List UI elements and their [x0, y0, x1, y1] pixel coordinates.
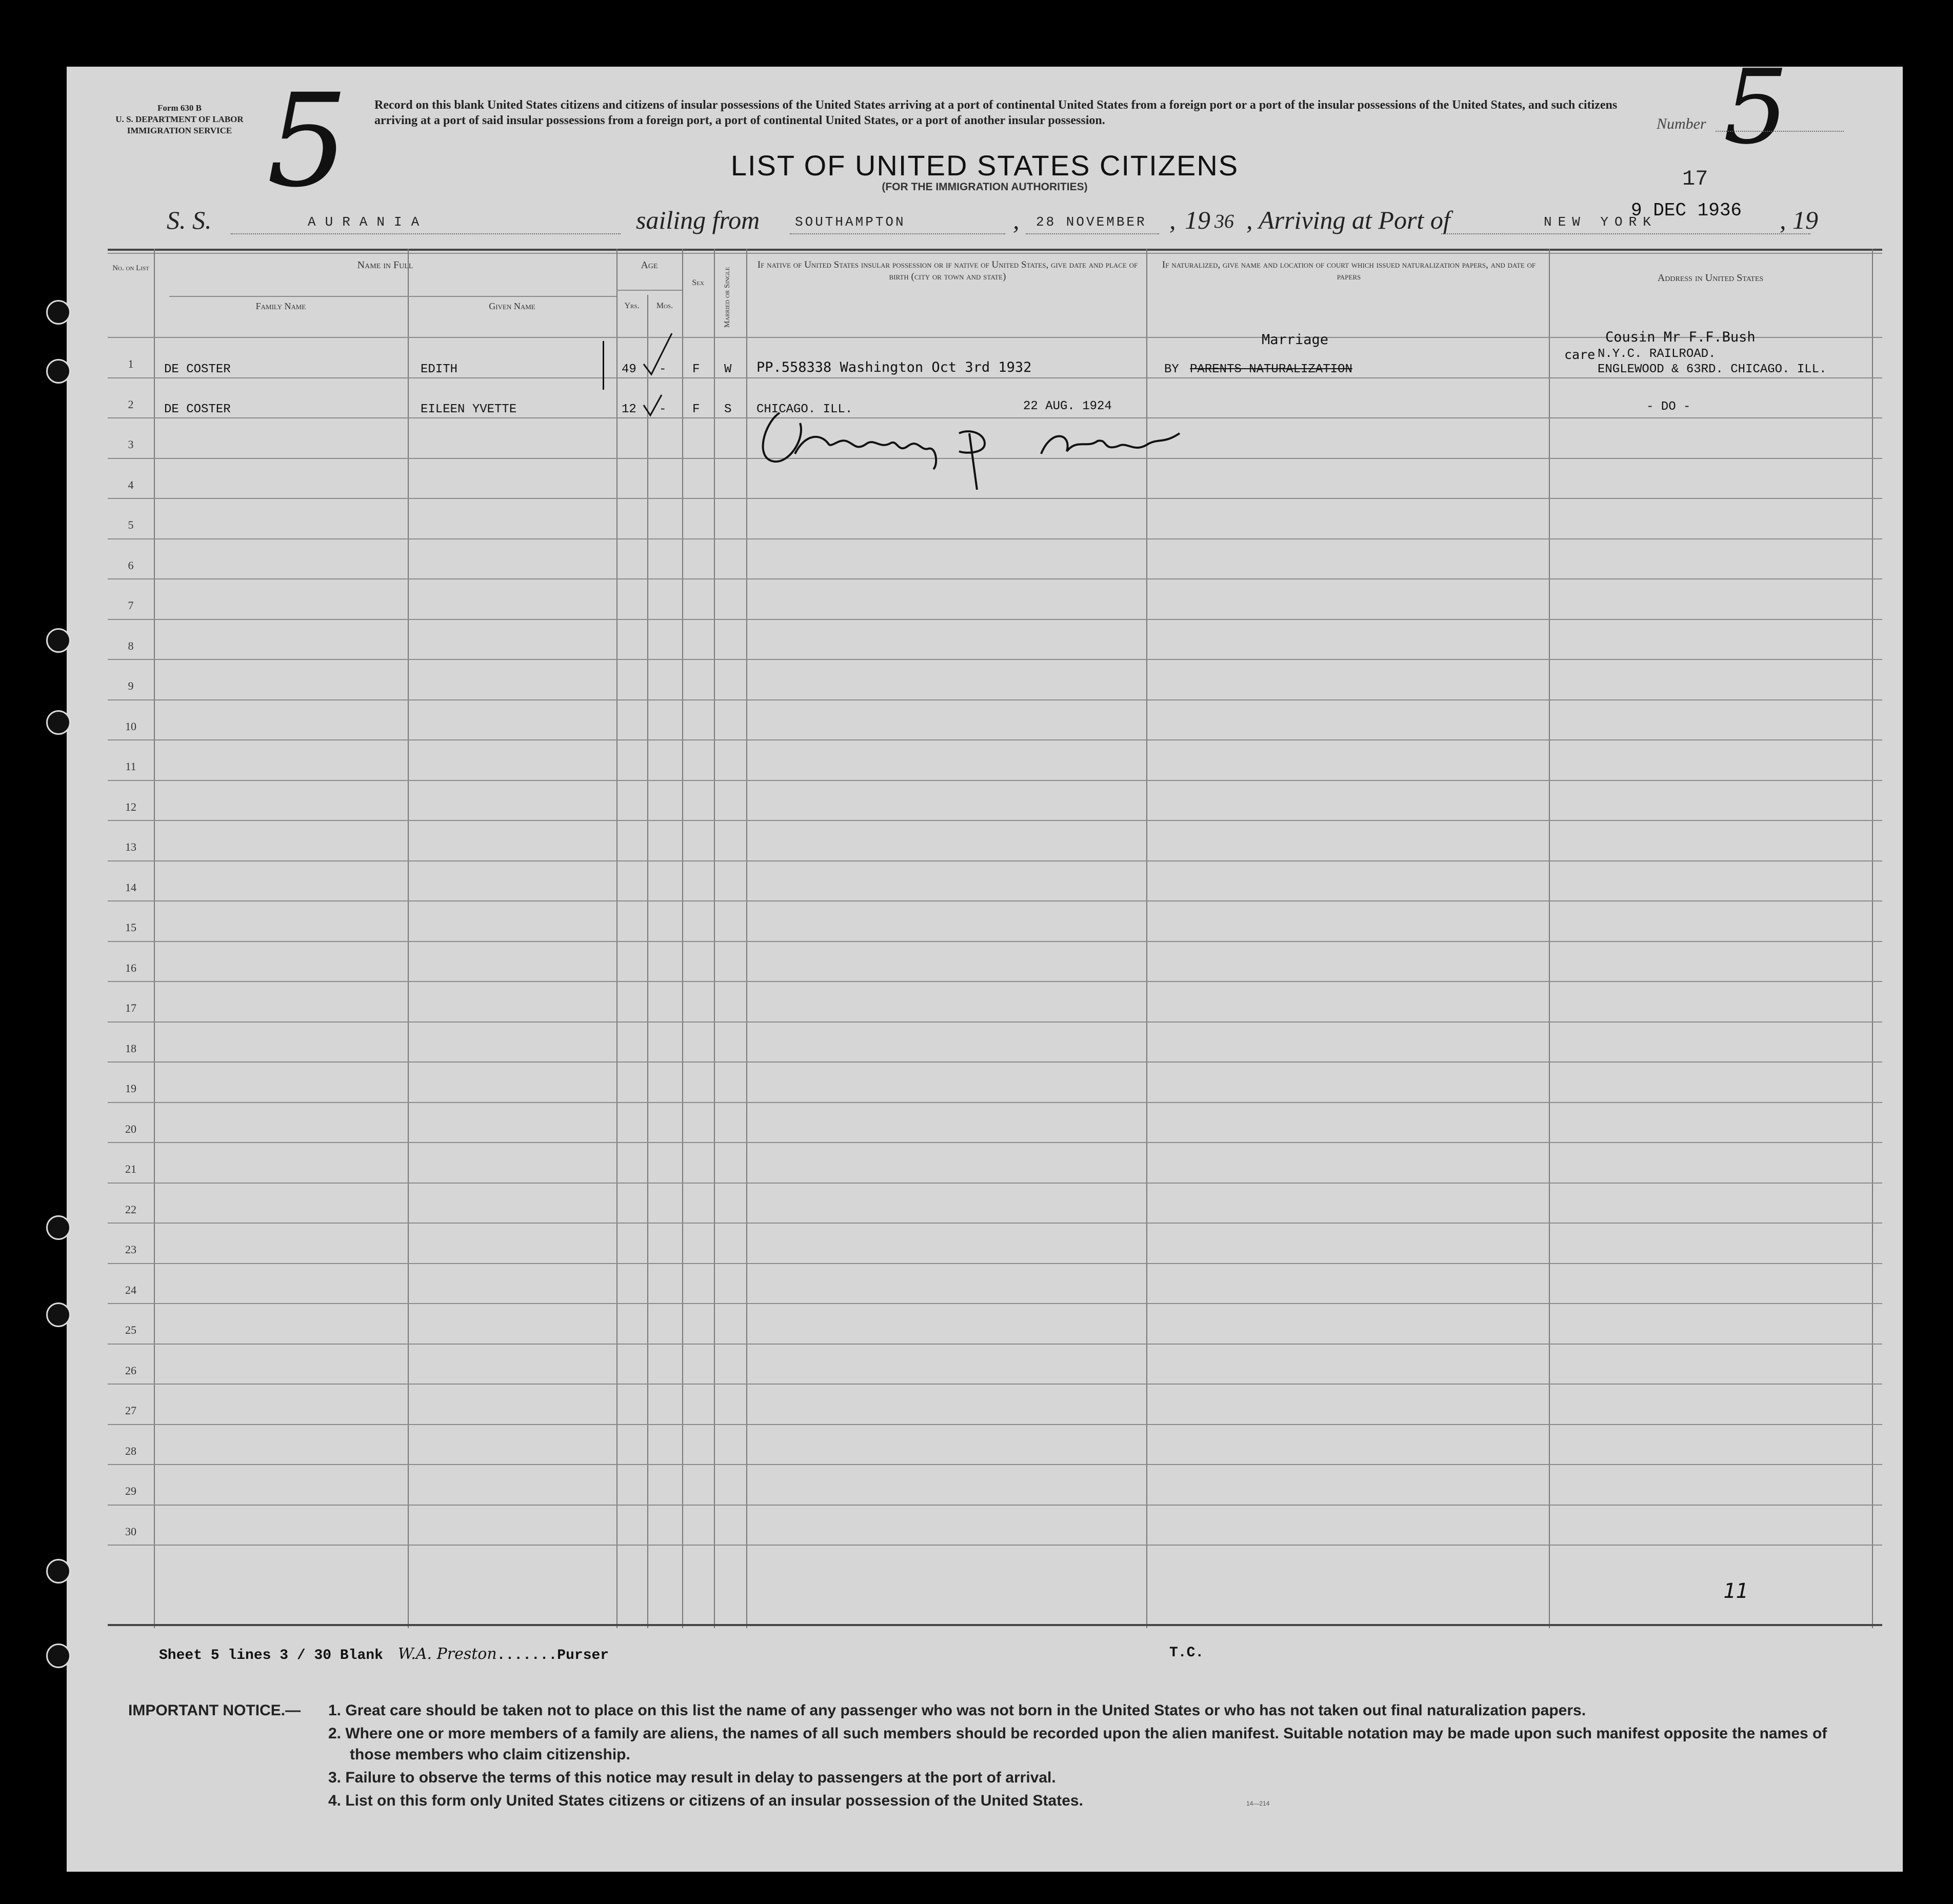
inspector-signature-strokes	[744, 403, 1205, 490]
purser-label: .......Purser	[496, 1648, 609, 1664]
row2-age-mos: -	[659, 403, 667, 416]
comma-2: ,	[1169, 206, 1176, 234]
row-number: 8	[128, 639, 134, 652]
row-number: 7	[128, 599, 134, 612]
notice-item-4: 4. List on this form only United States citizens or citizens of an insular possession of the United States.	[328, 1792, 1083, 1809]
passenger-table	[108, 249, 1882, 1628]
row2-family-name: DE COSTER	[164, 403, 231, 416]
arrival-date-stamp: 9 DEC 1936	[1631, 200, 1742, 221]
row-number: 2	[128, 397, 134, 411]
sheet-note: Sheet 5 lines 3 / 30 Blank	[159, 1648, 383, 1664]
row-number: 16	[125, 961, 136, 974]
row1-family-name: DE COSTER	[164, 363, 231, 376]
row-number: 19	[125, 1082, 136, 1095]
col-rule	[408, 249, 409, 1628]
row-rule	[108, 1222, 1882, 1224]
row-number: 6	[128, 558, 134, 572]
row-number: 12	[125, 800, 136, 813]
punch-hole	[46, 359, 71, 384]
col-head-family: Family Name	[255, 301, 306, 311]
row-rule	[108, 739, 1882, 740]
row1-address-line3: ENGLEWOOD & 63RD. CHICAGO. ILL.	[1598, 363, 1827, 376]
row-rule	[108, 659, 1882, 660]
col-head-naturalized: If naturalized, give name and location of court which issued naturalization papers, and date of papers	[1162, 259, 1536, 282]
col-rule	[1549, 249, 1550, 1628]
punch-hole	[46, 1215, 71, 1240]
comma-1: ,	[1013, 206, 1020, 234]
row-rule	[108, 1021, 1882, 1023]
row-rule	[108, 1464, 1882, 1465]
row1-naturalization-struck: PARENTS NATURALIZATION	[1190, 363, 1352, 376]
row-number: 1	[128, 357, 134, 370]
row-rule	[108, 1384, 1882, 1385]
ship-line	[231, 233, 621, 234]
col-head-no: No. on List	[112, 264, 149, 272]
row1-age-mos: -	[659, 363, 667, 376]
form-identifier	[103, 103, 256, 136]
notice-item-3: 3. Failure to observe the terms of this notice may result in delay to passengers at the port of arrival.	[328, 1769, 1056, 1786]
row2-age-yrs: 12	[622, 403, 636, 416]
record-instructions: Record on this blank United States citizens and citizens of insular possessions of the United States arriving at a port of continental United States from a foreign port or a port of the insular possessions of the United States, and such citizens arriving at a port of said insular possessions from a foreign port, a port of continental United States, or a port of another insular possession.	[374, 98, 1618, 127]
col-rule	[714, 249, 715, 1628]
date-line	[1026, 233, 1159, 234]
col-head-birth: If native of United States insular possession or if native of United States, give date and place of birth (city or town and state)	[757, 259, 1138, 282]
col-head-given: Given Name	[489, 301, 535, 311]
handwritten-sheet-number-left: 5	[267, 66, 349, 215]
row-rule	[108, 1424, 1882, 1425]
punch-hole	[46, 710, 71, 735]
row1-address-line1: Cousin Mr F.F.Bush	[1605, 329, 1756, 345]
row-number: 4	[128, 478, 134, 491]
row2-birth-date: 22 AUG. 1924	[1023, 399, 1112, 413]
notice-label: IMPORTANT NOTICE.—	[128, 1702, 301, 1719]
col-head-married-single: Married or Single	[723, 267, 731, 328]
row-number: 14	[125, 880, 136, 894]
row-rule	[108, 699, 1882, 700]
row-rule	[108, 1303, 1882, 1304]
punch-hole	[46, 1644, 71, 1668]
ship-name: AURANIA	[308, 214, 429, 230]
name-split-rule	[169, 296, 616, 297]
row-number: 5	[128, 518, 134, 531]
row-number: 27	[125, 1404, 136, 1417]
row-number: 29	[125, 1485, 136, 1497]
row-number: 22	[125, 1202, 136, 1216]
row-rule	[108, 578, 1882, 579]
port-arrival: NEW YORK	[1544, 214, 1657, 230]
page-number: 17	[1682, 167, 1708, 191]
sailing-from-label: sailing from	[636, 206, 760, 234]
year-prefix: 19	[1185, 206, 1210, 234]
comma-3: ,	[1780, 206, 1786, 234]
row-rule	[108, 981, 1882, 982]
row2-sex: F	[692, 403, 700, 416]
date-sailed: 28 NOVEMBER	[1036, 214, 1147, 230]
col-head-mos: Mos.	[656, 302, 673, 310]
port-from: SOUTHAMPTON	[795, 214, 906, 230]
port-arrival-line	[1441, 233, 1810, 234]
row1-address-line2: N.Y.C. RAILROAD.	[1598, 347, 1716, 361]
col-rule	[682, 249, 683, 1628]
row-rule	[108, 538, 1882, 539]
row-rule	[108, 780, 1882, 781]
port-from-line	[790, 233, 1005, 234]
row-number: 15	[125, 921, 136, 934]
row-number: 24	[125, 1283, 136, 1296]
row-rule	[108, 1061, 1882, 1063]
form-subtitle: (FOR THE IMMIGRATION AUTHORITIES)	[882, 181, 1088, 193]
notice-item-2: 2. Where one or more members of a family are aliens, the names of all such members should be recorded upon the alien manifest. Suitable notation may be made upon such manifest opposite the names of those members who claim citizenship.	[328, 1725, 1827, 1763]
tc-initials: T.C.	[1169, 1645, 1204, 1661]
service-name: IMMIGRATION SERVICE	[127, 126, 232, 135]
table-top-rule-2	[108, 253, 1882, 254]
row-rule	[108, 1545, 1882, 1546]
row1-birth: PP.558338 Washington Oct 3rd 1932	[756, 359, 1032, 375]
marginal-stroke	[603, 341, 604, 390]
row1-given-name: EDITH	[421, 363, 458, 376]
year-suffix: 36	[1214, 211, 1234, 232]
row-rule	[108, 1344, 1882, 1345]
age-split-rule	[616, 290, 682, 291]
row-number: 17	[125, 1001, 136, 1014]
row-number: 18	[125, 1041, 136, 1055]
tick-marks	[636, 333, 692, 420]
row1-marital: W	[724, 363, 732, 376]
row-rule	[108, 941, 1882, 942]
col-rule	[154, 249, 155, 1628]
row2-marital: S	[724, 403, 732, 416]
punch-hole	[46, 300, 71, 325]
punch-hole	[46, 628, 71, 653]
row-number: 3	[128, 438, 134, 451]
row-rule	[108, 1263, 1882, 1264]
row-number: 9	[128, 679, 134, 692]
table-bottom-rule	[108, 1624, 1882, 1626]
col-head-address: Address in United States	[1657, 272, 1764, 284]
row-rule	[108, 900, 1882, 901]
row1-address-care: care	[1564, 347, 1596, 362]
year-label: 19	[1792, 206, 1818, 234]
row-number: 30	[125, 1525, 136, 1538]
col-head-yrs: Yrs.	[624, 302, 640, 310]
ss-label: S. S.	[167, 206, 212, 234]
row-rule	[108, 498, 1882, 499]
row-number: 25	[125, 1324, 136, 1336]
row2-given-name: EILEEN YVETTE	[421, 403, 517, 416]
row-rule	[108, 860, 1882, 861]
inspector-signature	[744, 403, 1205, 490]
number-line	[1716, 131, 1844, 132]
notice-form-code: 14—214	[1246, 1800, 1270, 1807]
purser-signature: W.A. Preston	[397, 1645, 497, 1663]
col-head-sex: Sex	[692, 278, 704, 287]
punch-hole	[46, 1302, 71, 1327]
row1-sex: F	[692, 363, 700, 376]
row1-naturalization-note: Marriage	[1262, 332, 1329, 348]
form-number: Form 630 B	[157, 103, 202, 113]
row-rule	[108, 619, 1882, 620]
handwritten-sheet-number-right: 5	[1723, 48, 1789, 167]
sheet-note-line	[159, 1645, 609, 1664]
punch-hole	[46, 1559, 71, 1584]
col-head-age: Age	[641, 259, 658, 271]
row-number: 10	[125, 719, 136, 733]
row-rule	[108, 1142, 1882, 1143]
col-rule	[1872, 249, 1873, 1628]
col-rule	[647, 295, 648, 1628]
table-top-rule	[108, 249, 1882, 251]
row-number: 26	[125, 1364, 136, 1377]
row-rule	[108, 1505, 1882, 1506]
row-number: 20	[125, 1122, 136, 1135]
row-number: 13	[125, 840, 136, 853]
col-rule	[616, 249, 617, 1628]
department-name: U. S. DEPARTMENT OF LABOR	[115, 114, 244, 124]
number-label: Number	[1657, 115, 1706, 132]
handwritten-count: 11	[1723, 1579, 1748, 1603]
form-title: LIST OF UNITED STATES CITIZENS	[730, 149, 1239, 182]
row-number: 21	[125, 1163, 136, 1175]
row2-address: - DO -	[1646, 400, 1691, 414]
row2-birth-place: CHICAGO. ILL.	[756, 403, 853, 416]
row-number: 28	[125, 1444, 136, 1457]
notice-item-1: 1. Great care should be taken not to place on this list the name of any passenger who was not born in the United States or who has not taken out final naturalization papers.	[328, 1702, 1586, 1719]
notice-items	[328, 1700, 1862, 1813]
row-number: 11	[125, 760, 136, 773]
col-head-name: Name in Full	[357, 259, 413, 271]
manifest-page	[67, 48, 1903, 1872]
row1-naturalization-by: BY	[1164, 363, 1179, 376]
row-rule	[108, 820, 1882, 821]
row-rule	[108, 1102, 1882, 1103]
arriving-label: , Arriving at Port of	[1246, 206, 1450, 234]
row-rule	[108, 377, 1882, 378]
row-rule	[108, 1183, 1882, 1184]
row1-age-yrs: 49	[622, 363, 636, 376]
row-number: 23	[125, 1243, 136, 1256]
